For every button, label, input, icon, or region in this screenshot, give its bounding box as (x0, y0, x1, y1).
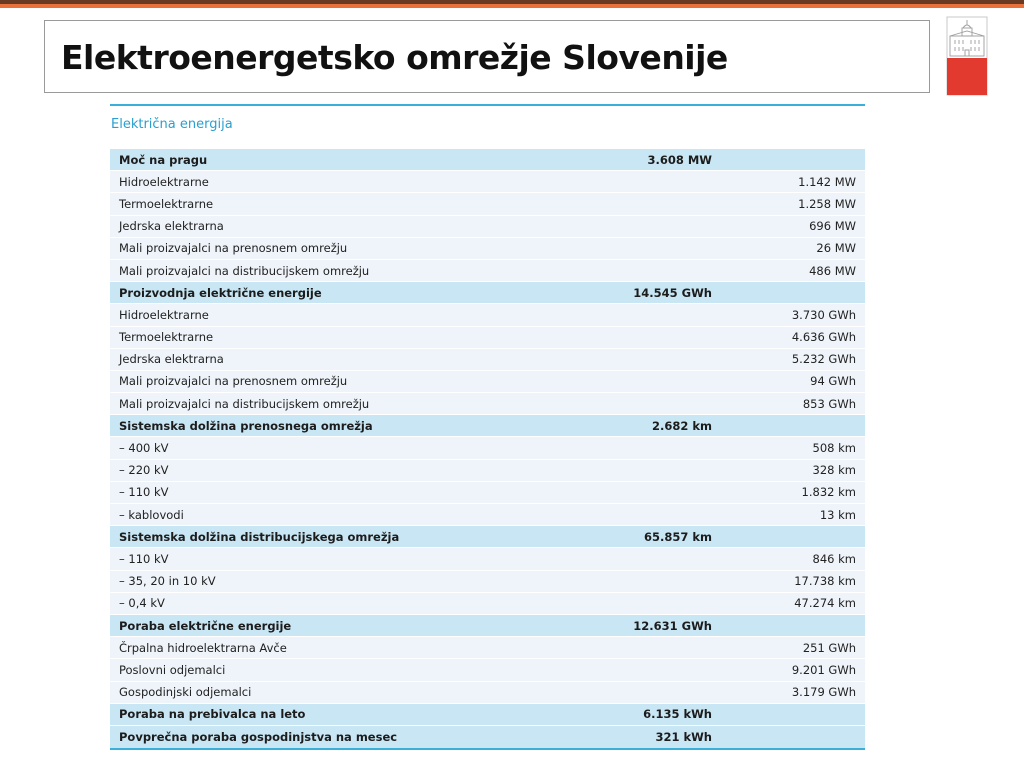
row-value: 853 GWh (712, 393, 865, 415)
row-label: Mali proizvajalci na prenosnem omrežju (110, 237, 590, 259)
group-spacer (712, 415, 865, 437)
row-spacer (590, 215, 712, 237)
row-label: Mali proizvajalci na distribucijskem omrežju (110, 393, 590, 415)
table-row (110, 659, 865, 681)
group-label: Poraba električne energije (110, 614, 590, 636)
table-group-row (110, 415, 865, 437)
row-spacer (590, 437, 712, 459)
row-label: Mali proizvajalci na distribucijskem omrežju (110, 259, 590, 281)
row-value: 1.142 MW (712, 171, 865, 193)
table-row (110, 215, 865, 237)
row-label: Mali proizvajalci na prenosnem omrežju (110, 370, 590, 392)
row-value: 3.179 GWh (712, 681, 865, 703)
row-spacer (590, 348, 712, 370)
row-spacer (590, 592, 712, 614)
row-label: Poslovni odjemalci (110, 659, 590, 681)
group-total: 6.135 kWh (590, 703, 712, 725)
row-spacer (590, 548, 712, 570)
group-spacer (712, 282, 865, 304)
table-row (110, 637, 865, 659)
row-label: Črpalna hidroelektrarna Avče (110, 637, 590, 659)
row-spacer (590, 659, 712, 681)
group-spacer (712, 725, 865, 747)
row-value: 486 MW (712, 259, 865, 281)
table-row (110, 326, 865, 348)
row-value: 5.232 GWh (712, 348, 865, 370)
row-label: Jedrska elektrarna (110, 215, 590, 237)
row-label: Jedrska elektrarna (110, 348, 590, 370)
row-spacer (590, 681, 712, 703)
table-group-row (110, 282, 865, 304)
row-value: 47.274 km (712, 592, 865, 614)
table-row (110, 481, 865, 503)
group-total: 321 kWh (590, 725, 712, 747)
row-value: 26 MW (712, 237, 865, 259)
row-value: 328 km (712, 459, 865, 481)
row-label: Gospodinjski odjemalci (110, 681, 590, 703)
row-spacer (590, 637, 712, 659)
table-row (110, 259, 865, 281)
slide-title: Elektroenergetsko omrežje Slovenije (61, 38, 728, 77)
group-label: Povprečna poraba gospodinjstva na mesec (110, 725, 590, 747)
row-label: – 110 kV (110, 481, 590, 503)
panel-bottom-rule (110, 748, 865, 750)
table-row (110, 459, 865, 481)
electricity-data-panel (110, 104, 865, 750)
group-total: 14.545 GWh (590, 282, 712, 304)
row-spacer (590, 326, 712, 348)
table-row (110, 393, 865, 415)
row-label: Termoelektrarne (110, 326, 590, 348)
group-label: Sistemska dolžina prenosnega omrežja (110, 415, 590, 437)
row-value: 17.738 km (712, 570, 865, 592)
group-spacer (712, 526, 865, 548)
table-group-row (110, 526, 865, 548)
electricity-table (110, 148, 865, 748)
row-value: 251 GWh (712, 637, 865, 659)
group-spacer (712, 614, 865, 636)
table-row (110, 348, 865, 370)
group-spacer (712, 149, 865, 171)
row-label: – kablovodi (110, 504, 590, 526)
group-total: 65.857 km (590, 526, 712, 548)
group-total: 12.631 GWh (590, 614, 712, 636)
row-label: – 0,4 kV (110, 592, 590, 614)
top-accent-bar-orange (0, 4, 1024, 8)
row-value: 3.730 GWh (712, 304, 865, 326)
row-spacer (590, 504, 712, 526)
row-label: Termoelektrarne (110, 193, 590, 215)
table-row (110, 171, 865, 193)
row-spacer (590, 259, 712, 281)
row-value: 696 MW (712, 215, 865, 237)
row-spacer (590, 370, 712, 392)
row-value: 1.258 MW (712, 193, 865, 215)
table-row (110, 237, 865, 259)
row-spacer (590, 570, 712, 592)
row-value: 9.201 GWh (712, 659, 865, 681)
table-row (110, 437, 865, 459)
group-spacer (712, 703, 865, 725)
table-row (110, 304, 865, 326)
table-row (110, 370, 865, 392)
row-value: 94 GWh (712, 370, 865, 392)
row-spacer (590, 304, 712, 326)
row-value: 846 km (712, 548, 865, 570)
row-label: – 220 kV (110, 459, 590, 481)
row-spacer (590, 193, 712, 215)
table-row (110, 548, 865, 570)
panel-heading: Električna energija (111, 117, 233, 132)
group-label: Proizvodnja električne energije (110, 282, 590, 304)
row-spacer (590, 481, 712, 503)
row-value: 508 km (712, 437, 865, 459)
row-spacer (590, 393, 712, 415)
group-label: Poraba na prebivalca na leto (110, 703, 590, 725)
table-row (110, 681, 865, 703)
table-group-row (110, 703, 865, 725)
row-value: 1.832 km (712, 481, 865, 503)
table-group-row (110, 149, 865, 171)
row-value: 4.636 GWh (712, 326, 865, 348)
row-spacer (590, 459, 712, 481)
title-box (44, 20, 930, 93)
table-row (110, 193, 865, 215)
building-crest-icon (946, 16, 988, 96)
table-row (110, 592, 865, 614)
table-group-row (110, 725, 865, 747)
table-row (110, 570, 865, 592)
table-row (110, 504, 865, 526)
row-spacer (590, 237, 712, 259)
group-total: 3.608 MW (590, 149, 712, 171)
group-total: 2.682 km (590, 415, 712, 437)
group-label: Moč na pragu (110, 149, 590, 171)
row-label: – 110 kV (110, 548, 590, 570)
row-label: Hidroelektrarne (110, 171, 590, 193)
group-label: Sistemska dolžina distribucijskega omrežja (110, 526, 590, 548)
row-label: Hidroelektrarne (110, 304, 590, 326)
table-group-row (110, 614, 865, 636)
row-label: – 400 kV (110, 437, 590, 459)
row-label: – 35, 20 in 10 kV (110, 570, 590, 592)
row-value: 13 km (712, 504, 865, 526)
row-spacer (590, 171, 712, 193)
